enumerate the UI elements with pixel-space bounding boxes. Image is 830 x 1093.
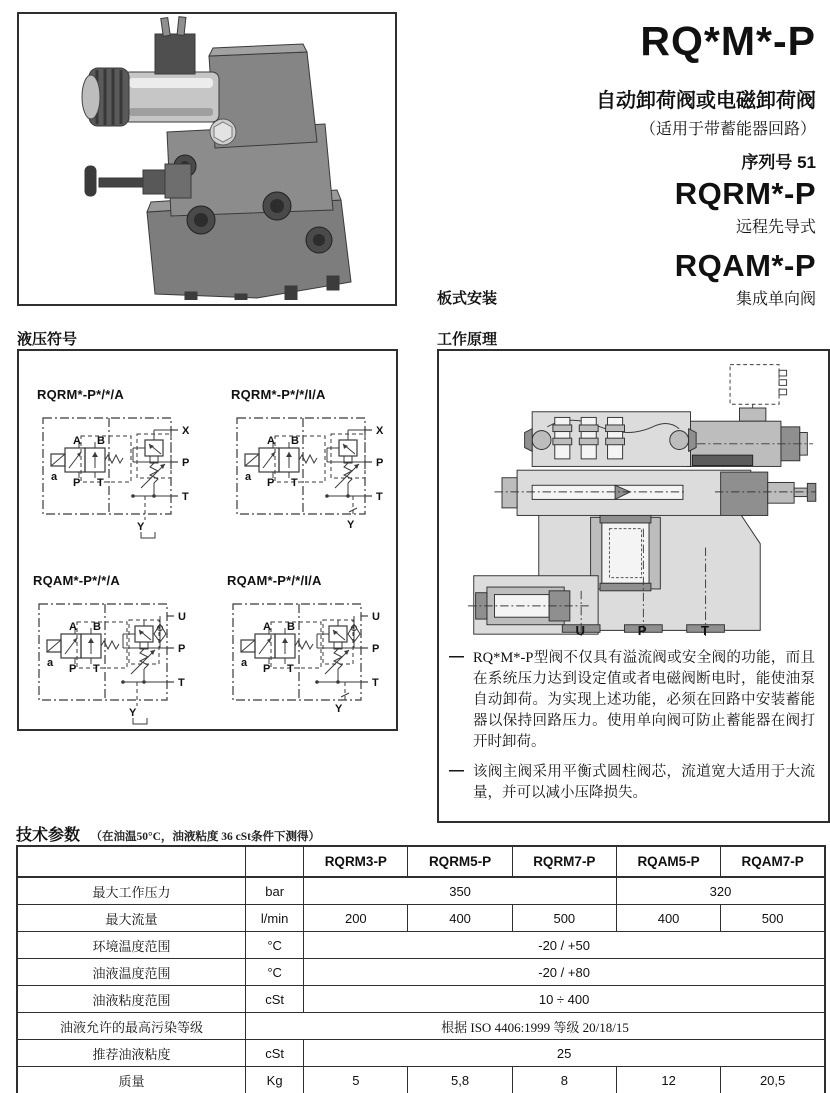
table-row bbox=[17, 959, 825, 986]
svg-text:Y: Y bbox=[347, 519, 355, 531]
subtitle-note: （适用于带蓄能器回路） bbox=[639, 121, 816, 138]
bullet-text: RQ*M*-P型阀不仅具有溢流阀或安全阀的功能，而且在系统压力达到设定值或者电磁阀断电时，能使油泵自动卸荷。为实现上述功能，必须在回路中安装蓄能器以保持回路压力。使用单向阀可防止蓄能器在阀打开时卸荷。 bbox=[473, 650, 815, 750]
svg-text:U: U bbox=[575, 623, 586, 637]
unit-header-cell bbox=[246, 846, 304, 877]
svg-text:X: X bbox=[182, 425, 190, 437]
model-rqam-desc: 集成单向阀 bbox=[735, 291, 816, 308]
table-row bbox=[17, 905, 825, 932]
table-row bbox=[17, 1040, 825, 1067]
param-unit: bar bbox=[246, 877, 304, 905]
corner-cell bbox=[17, 846, 246, 877]
param-value: 8 bbox=[512, 1067, 616, 1093]
svg-text:B: B bbox=[287, 621, 295, 633]
svg-text:P: P bbox=[69, 663, 77, 675]
svg-text:A: A bbox=[263, 621, 271, 633]
principle-box bbox=[437, 349, 830, 823]
param-label: 油液允许的最高污染等级 bbox=[17, 1013, 246, 1040]
svg-text:a: a bbox=[241, 657, 248, 669]
svg-text:T: T bbox=[287, 663, 294, 675]
svg-text:T: T bbox=[372, 677, 379, 689]
diagram-title: RQRM*-P*/*/A bbox=[37, 387, 124, 402]
table-row bbox=[17, 1013, 825, 1040]
svg-text:P: P bbox=[372, 643, 380, 655]
series-number: 序列号 51 bbox=[741, 153, 816, 172]
svg-text:A: A bbox=[267, 435, 275, 447]
param-value: 5 bbox=[304, 1067, 408, 1093]
svg-text:X: X bbox=[376, 425, 384, 437]
svg-text:A: A bbox=[73, 435, 81, 447]
svg-text:T: T bbox=[97, 477, 104, 489]
svg-text:T: T bbox=[291, 477, 298, 489]
svg-text:P: P bbox=[73, 477, 81, 489]
hydraulic-symbol bbox=[231, 404, 401, 544]
model-column: RQAM5-P bbox=[616, 846, 720, 877]
svg-text:a: a bbox=[47, 657, 54, 669]
param-value: 10 ÷ 400 bbox=[304, 986, 825, 1013]
title-block bbox=[410, 10, 816, 309]
table-row bbox=[17, 986, 825, 1013]
principle-bullet bbox=[447, 648, 819, 753]
table-row bbox=[17, 932, 825, 959]
param-label: 油液粘度范围 bbox=[17, 986, 246, 1013]
valve-cross-section bbox=[449, 359, 817, 637]
svg-text:T: T bbox=[182, 491, 189, 503]
svg-text:P: P bbox=[178, 643, 186, 655]
svg-text:B: B bbox=[97, 435, 105, 447]
svg-text:T: T bbox=[93, 663, 100, 675]
model-rqrm-desc: 远程先导式 bbox=[735, 219, 816, 236]
model-column: RQRM7-P bbox=[512, 846, 616, 877]
param-label: 最大工作压力 bbox=[17, 877, 246, 905]
subtitle: 自动卸荷阀或电磁卸荷阀 bbox=[596, 90, 816, 112]
mounting-type: 板式安装 bbox=[437, 290, 498, 307]
svg-text:a: a bbox=[51, 471, 58, 483]
bullet-text: 该阀主阀采用平衡式圆柱阀芯，流道宽大适用于大流量，并可以减小压降损失。 bbox=[473, 764, 815, 801]
specs-heading: 技术参数 bbox=[16, 827, 81, 844]
diagram-title: RQAM*-P*/*/I/A bbox=[227, 573, 322, 588]
param-value: 320 bbox=[616, 877, 825, 905]
svg-text:B: B bbox=[93, 621, 101, 633]
model-column: RQRM5-P bbox=[408, 846, 512, 877]
param-unit: Kg bbox=[246, 1067, 304, 1093]
symbol-diagram bbox=[227, 573, 405, 735]
svg-text:T: T bbox=[700, 623, 709, 637]
product-photo bbox=[19, 14, 391, 300]
product-photo-frame bbox=[17, 12, 397, 306]
principle-heading: 工作原理 bbox=[437, 331, 498, 348]
param-label: 环境温度范围 bbox=[17, 932, 246, 959]
hydraulic-symbol bbox=[37, 404, 207, 544]
table-row bbox=[17, 877, 825, 905]
svg-text:P: P bbox=[182, 457, 190, 469]
model-rqrm: RQRM*-P bbox=[674, 176, 816, 211]
param-unit: cSt bbox=[246, 986, 304, 1013]
param-unit: °C bbox=[246, 932, 304, 959]
param-value: -20 / +80 bbox=[304, 959, 825, 986]
svg-text:B: B bbox=[291, 435, 299, 447]
param-value: 25 bbox=[304, 1040, 825, 1067]
symbols-heading: 液压符号 bbox=[17, 331, 78, 348]
param-value: 500 bbox=[721, 905, 825, 932]
param-value: 20,5 bbox=[721, 1067, 825, 1093]
param-value: 根据 ISO 4406:1999 等级 20/18/15 bbox=[246, 1013, 825, 1040]
param-value: -20 / +50 bbox=[304, 932, 825, 959]
param-value: 350 bbox=[304, 877, 617, 905]
model-rqam: RQAM*-P bbox=[674, 248, 816, 283]
svg-text:Y: Y bbox=[129, 707, 137, 719]
model-column: RQAM7-P bbox=[721, 846, 825, 877]
svg-text:U: U bbox=[372, 611, 380, 623]
param-unit: l/min bbox=[246, 905, 304, 932]
bullet-dash: — bbox=[449, 648, 464, 665]
svg-text:T: T bbox=[178, 677, 185, 689]
svg-text:U: U bbox=[178, 611, 186, 623]
param-label: 油液温度范围 bbox=[17, 959, 246, 986]
symbol-diagram bbox=[37, 387, 215, 549]
model-column: RQRM3-P bbox=[304, 846, 408, 877]
svg-text:T: T bbox=[376, 491, 383, 503]
svg-text:Y: Y bbox=[137, 521, 145, 533]
svg-text:P: P bbox=[267, 477, 275, 489]
svg-text:Y: Y bbox=[335, 703, 343, 715]
param-unit: cSt bbox=[246, 1040, 304, 1067]
specs-header-row bbox=[17, 846, 825, 877]
hydraulic-symbol bbox=[227, 590, 397, 730]
param-value: 400 bbox=[408, 905, 512, 932]
symbol-diagram bbox=[231, 387, 409, 549]
param-value: 200 bbox=[304, 905, 408, 932]
specs-heading-note: （在油温50°C，油液粘度 36 cSt条件下测得） bbox=[90, 831, 320, 843]
principle-bullet bbox=[447, 762, 819, 804]
param-label: 推荐油液粘度 bbox=[17, 1040, 246, 1067]
cross-section-figure bbox=[449, 359, 817, 642]
hydraulic-symbol bbox=[33, 590, 203, 730]
param-value: 12 bbox=[616, 1067, 720, 1093]
symbols-box bbox=[17, 349, 398, 731]
diagram-title: RQRM*-P*/*/I/A bbox=[231, 387, 326, 402]
svg-text:P: P bbox=[376, 457, 384, 469]
svg-text:A: A bbox=[69, 621, 77, 633]
param-unit: °C bbox=[246, 959, 304, 986]
svg-text:a: a bbox=[245, 471, 252, 483]
param-value: 5,8 bbox=[408, 1067, 512, 1093]
svg-text:P: P bbox=[637, 623, 647, 637]
page-title: RQ*M*-P bbox=[640, 18, 816, 64]
param-label: 质量 bbox=[17, 1067, 246, 1093]
specs-heading-row bbox=[16, 822, 816, 845]
param-value: 500 bbox=[512, 905, 616, 932]
diagram-title: RQAM*-P*/*/A bbox=[33, 573, 120, 588]
specs-table bbox=[16, 845, 826, 1093]
symbol-diagram bbox=[33, 573, 211, 735]
svg-text:P: P bbox=[263, 663, 271, 675]
table-row bbox=[17, 1067, 825, 1093]
param-value: 400 bbox=[616, 905, 720, 932]
param-label: 最大流量 bbox=[17, 905, 246, 932]
bullet-dash: — bbox=[449, 762, 464, 779]
principle-notes bbox=[447, 639, 819, 804]
